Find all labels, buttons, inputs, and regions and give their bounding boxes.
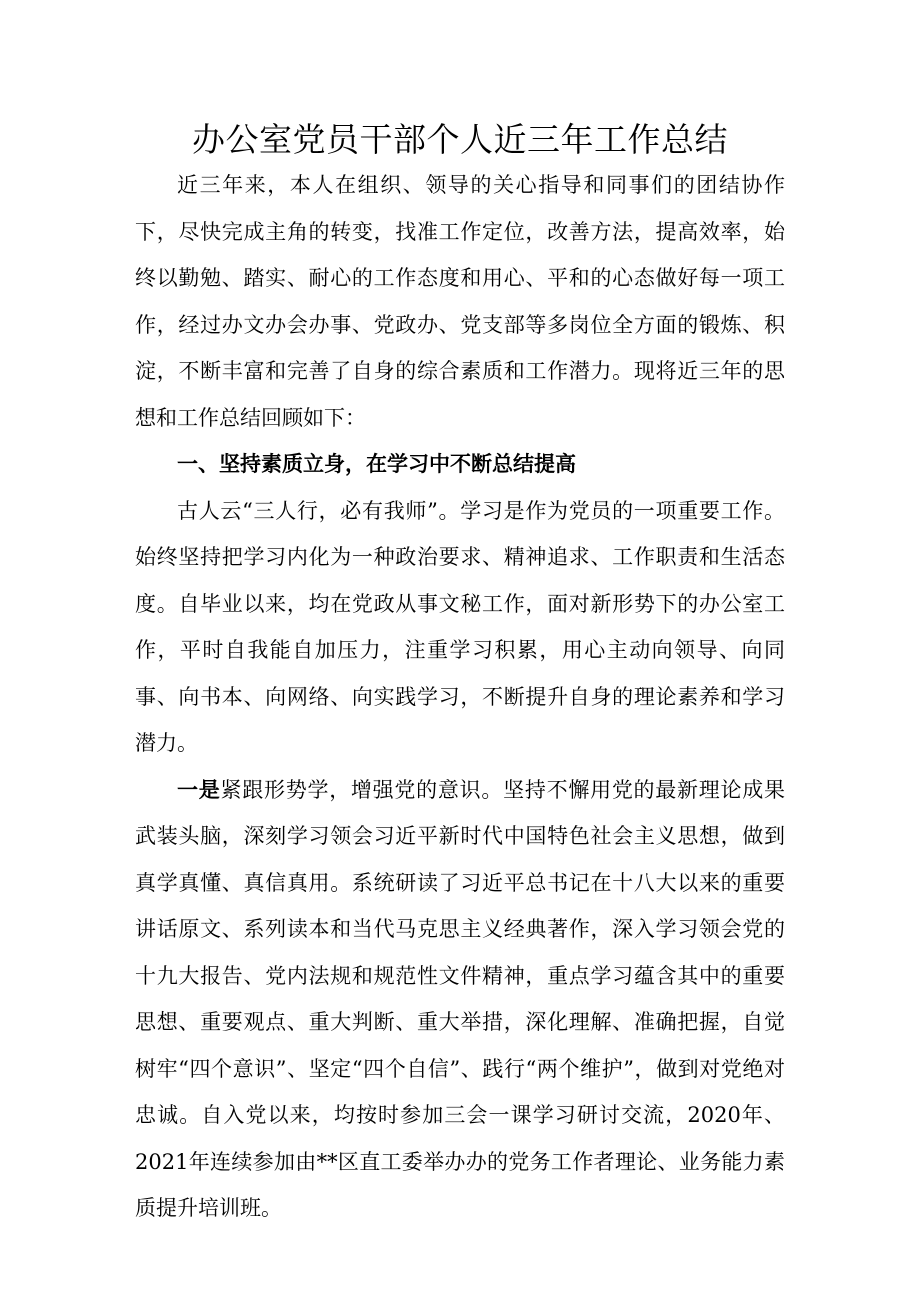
section-paragraph: 古人云“三人行，必有我师”。学习是作为党员的一项重要工作。始终坚持把学习内化为一种政治要求、精神追求、工作职责和生活态度。自毕业以来，均在党政从事文秘工作，面对新形势下的办公室工作，平时自我能自加压力，注重学习积累，用心主动向领导、向同事、向书本、向网络、向实践学习，不断提升自身的理论素养和学习潜力。 [135,498,785,755]
point-paragraph [135,767,785,1232]
point-text: 紧跟形势学，增强党的意识。坚持不懈用党的最新理论成果武装头脑，深刻学习领会习近平新时代中国特色社会主义思想，做到真学真懂、真信真用。系统研读了习近平总书记在十八大以来的重要讲话原文、系列读本和当代马克思主义经典著作，深入学习领会党的十九大报告、党内法规和规范性文件精神，重点学习蕴含其中的重要思想、重要观点、重大判断、重大举措，深化理解、准确把握，自觉树牢“四个意识”、坚定“四个自信”、践行“两个维护”，做到对党绝对忠诚。自入党以来，均按时参加三会一课学习研讨交流，2020年、2021年连续参加由**区直工委举办办的党务工作者理论、业务能力素质提升培训班。 [135,777,786,1220]
point-lead-in: 一是 [177,777,221,802]
section-heading: 一、坚持素质立身，在学习中不断总结提高 [177,452,576,476]
document-title: 办公室党员干部个人近三年工作总结 [192,120,728,159]
document-body [135,162,785,1232]
intro-paragraph: 近三年来，本人在组织、领导的关心指导和同事们的团结协作下，尽快完成主角的转变，找准工作定位，改善方法，提高效率，始终以勤勉、踏实、耐心的工作态度和用心、平和的心态做好每一项工作，经过办文办会办事、党政办、党支部等多岗位全方面的锻炼、积淀，不断丰富和完善了自身的综合素质和工作潜力。现将近三年的思想和工作总结回顾如下： [135,173,785,430]
